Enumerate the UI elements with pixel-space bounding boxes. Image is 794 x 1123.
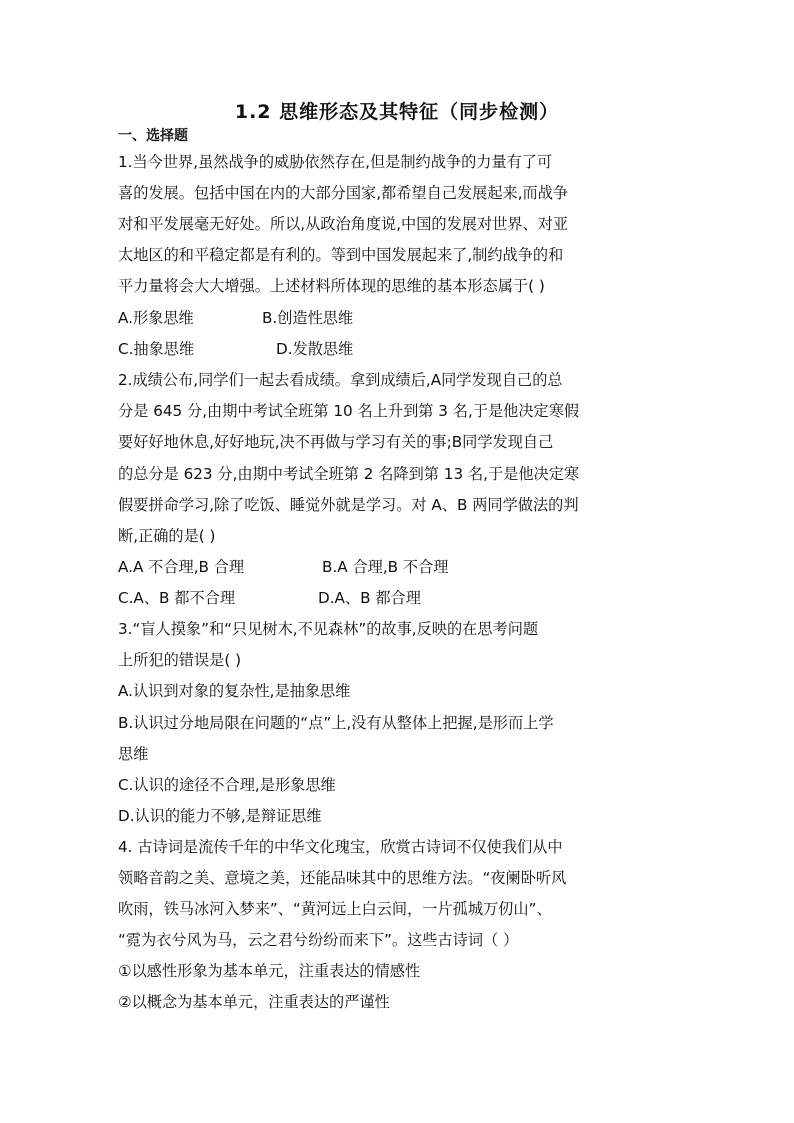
question-1-line-4: 太地区的和平稳定都是有利的。等到中国发展起来了,制约战争的和: [118, 246, 564, 264]
question-2-option-b: B.A 合理,B 不合理: [322, 558, 449, 576]
question-1-line-2: 喜的发展。包括中国在内的大部分国家,都希望自己发展起来,而战争: [118, 184, 569, 202]
question-3-line-1: 3.“盲人摸象”和“只见树木,不见森林”的故事,反映的在思考问题: [118, 620, 539, 638]
question-1-option-d: D.发散思维: [276, 340, 354, 358]
question-3-line-2: 上所犯的错误是( ): [118, 651, 241, 669]
question-2-line-2: 分是 645 分,由期中考试全班第 10 名上升到第 3 名,于是他决定寒假: [118, 402, 580, 420]
page-title: 1.2 思维形态及其特征（同步检测）: [234, 101, 560, 123]
question-1-option-c: C.抽象思维: [118, 340, 195, 358]
question-1-line-3: 对和平发展毫无好处。所以,从政治角度说,中国的发展对世界、对亚: [118, 215, 569, 233]
question-1-line-5: 平力量将会大大增强。上述材料所体现的思维的基本形态属于( ): [118, 277, 545, 295]
question-3-option-b-continued: 思维: [118, 745, 149, 763]
question-4-line-1: 4. 古诗词是流传千年的中华文化瑰宝，欣赏古诗词不仅使我们从中: [118, 838, 563, 856]
question-3-option-d: D.认识的能力不够,是辩证思维: [118, 807, 322, 825]
question-3-option-a: A.认识到对象的复杂性,是抽象思维: [118, 682, 351, 700]
question-4-line-3: 吹雨，铁马冰河入梦来”、“黄河远上白云间，一片孤城万仞山”、: [118, 900, 552, 918]
question-2-option-a: A.A 不合理,B 合理: [118, 558, 245, 576]
question-2-line-6: 断,正确的是( ): [118, 527, 216, 545]
question-4-statement-1: ①以感性形象为基本单元，注重表达的情感性: [118, 962, 421, 980]
question-2-line-4: 的总分是 623 分,由期中考试全班第 2 名降到第 13 名,于是他决定寒: [118, 465, 580, 483]
question-3-option-c: C.认识的途径不合理,是形象思维: [118, 776, 336, 794]
question-2-option-d: D.A、B 都合理: [318, 589, 421, 607]
question-2-line-5: 假要拼命学习,除了吃饭、睡觉外就是学习。对 A、B 两同学做法的判: [118, 496, 579, 514]
question-4-line-2: 领略音韵之美、意境之美，还能品味其中的思维方法。“夜阑卧听风: [118, 869, 567, 887]
question-2-line-3: 要好好地休息,好好地玩,决不再做与学习有关的事;B同学发现自己: [118, 433, 554, 451]
question-2-option-c: C.A、B 都不合理: [118, 589, 236, 607]
question-2-line-1: 2.成绩公布,同学们一起去看成绩。拿到成绩后,A同学发现自己的总: [118, 371, 563, 389]
question-4-statement-2: ②以概念为基本单元，注重表达的严谨性: [118, 993, 390, 1011]
question-3-option-b: B.认识过分地局限在问题的“点”上,没有从整体上把握,是形而上学: [118, 714, 554, 732]
question-1-line-1: 1.当今世界,虽然战争的威胁依然存在,但是制约战争的力量有了可: [118, 153, 553, 171]
section-heading: 一、选择题: [118, 128, 188, 144]
question-1-option-b: B.创造性思维: [262, 309, 354, 327]
question-4-line-4: “霓为衣兮风为马，云之君兮纷纷而来下”。这些古诗词（ ）: [118, 931, 519, 949]
question-1-option-a: A.形象思维: [118, 309, 194, 327]
